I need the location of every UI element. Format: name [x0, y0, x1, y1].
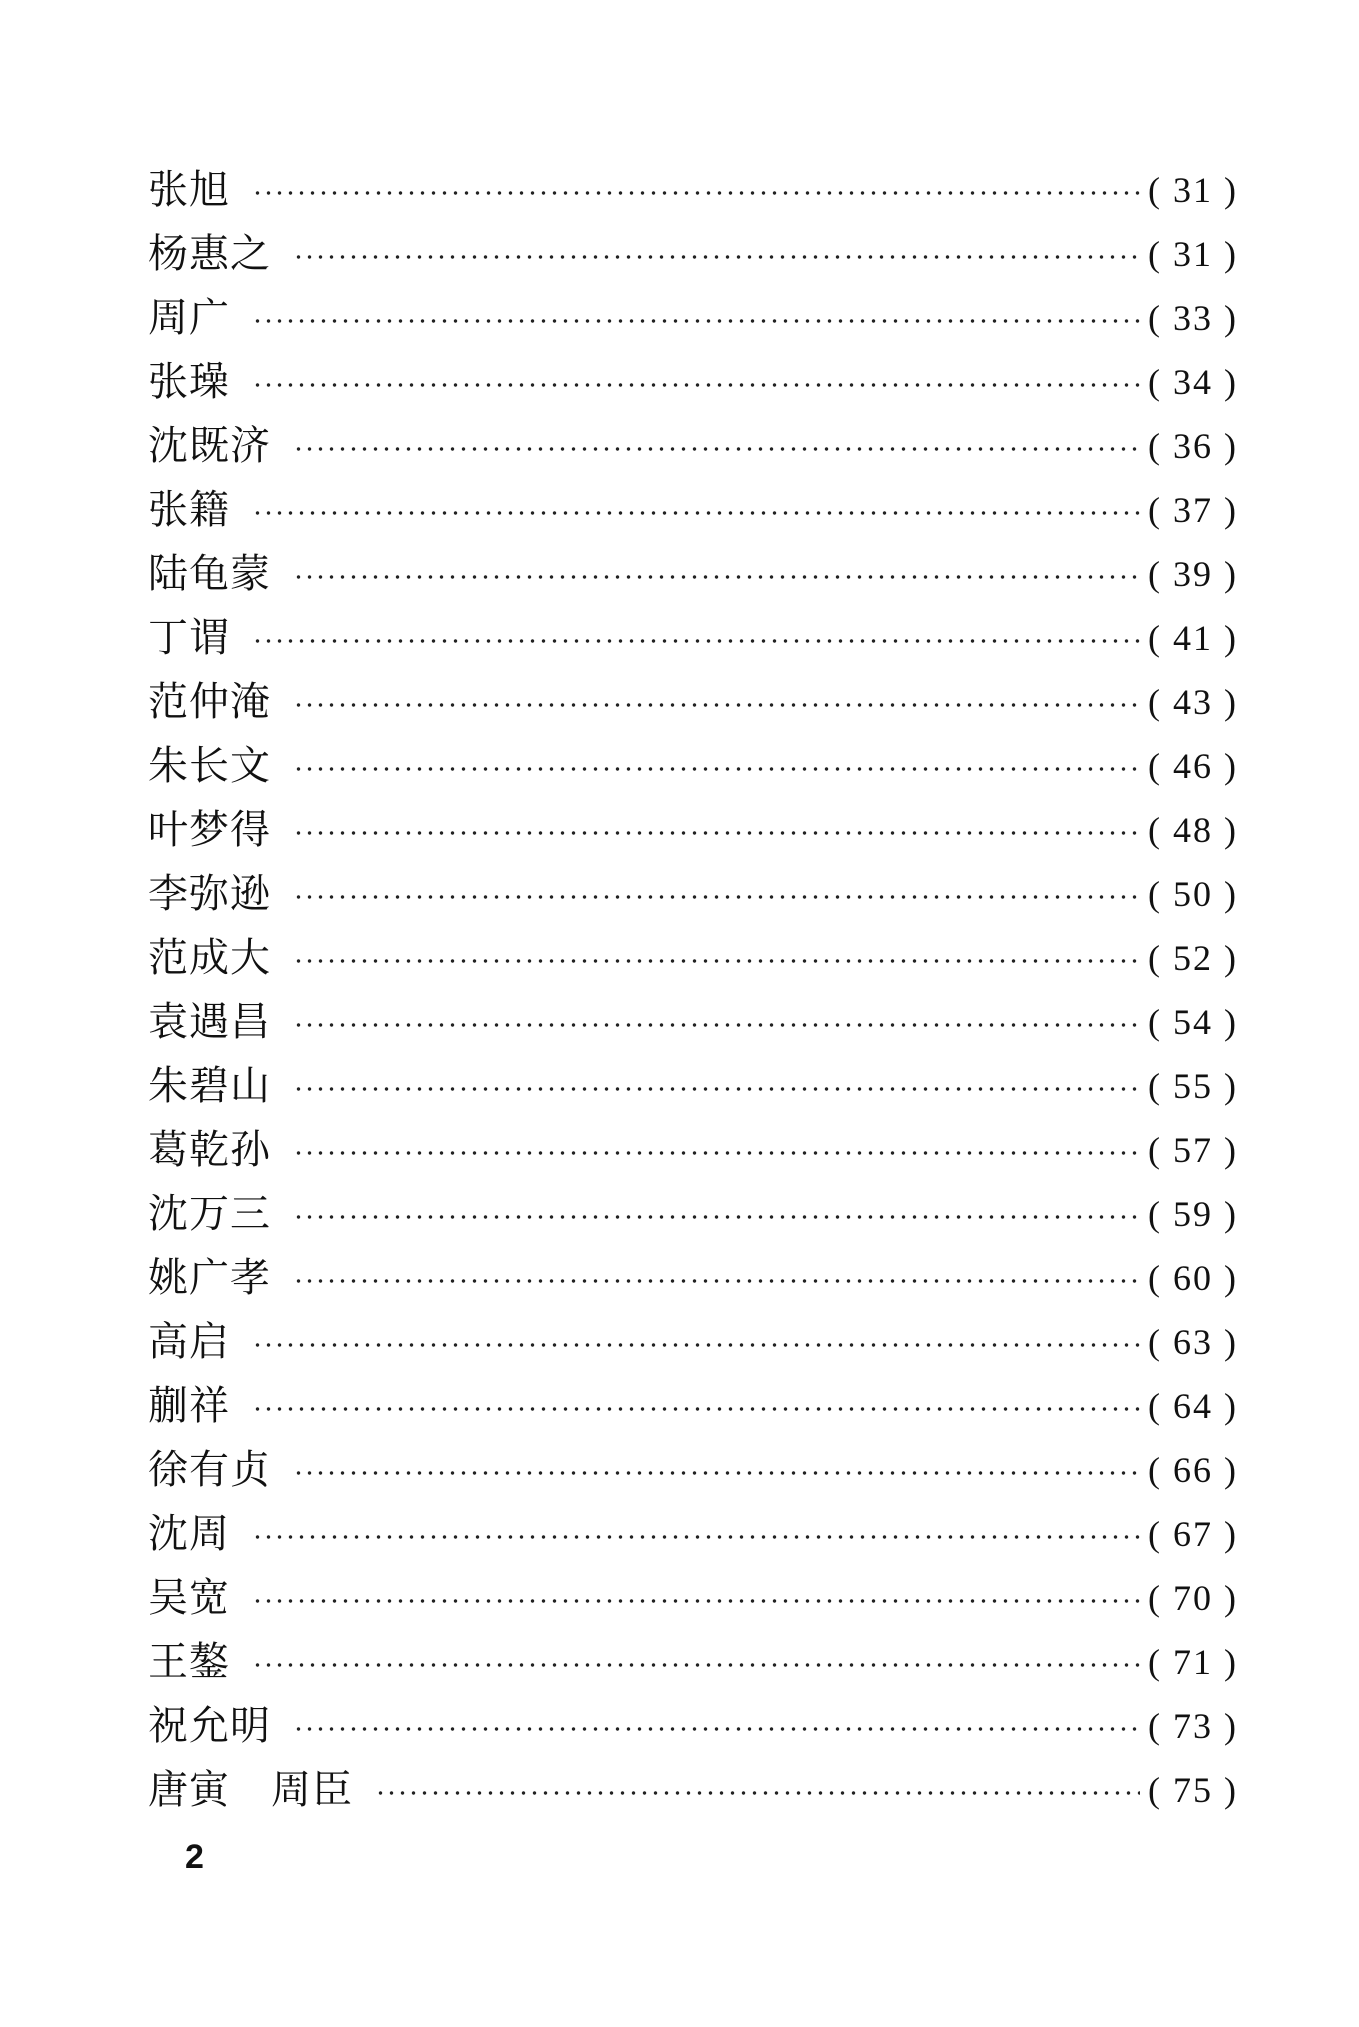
toc-entry — [148, 606, 1238, 670]
toc-entry-page: ( 64 ) — [1148, 1386, 1238, 1426]
toc-entry — [148, 1118, 1238, 1182]
toc-entry-name: 范成大 — [148, 935, 271, 981]
toc-entry-page: ( 67 ) — [1148, 1514, 1238, 1554]
toc-entry-page: ( 54 ) — [1148, 1002, 1238, 1042]
toc-entry-name: 张籍 — [148, 487, 230, 533]
dot-leader — [252, 383, 1140, 387]
toc-entry-name: 朱长文 — [148, 743, 271, 789]
toc-entry — [148, 286, 1238, 350]
toc-entry-page: ( 41 ) — [1148, 618, 1238, 658]
dot-leader — [293, 1023, 1140, 1027]
dot-leader — [252, 1599, 1140, 1603]
toc-entry — [148, 1758, 1238, 1822]
toc-entry-name: 高启 — [148, 1319, 230, 1365]
dot-leader — [293, 767, 1140, 771]
toc-entry-name: 蒯祥 — [148, 1383, 230, 1429]
toc-entry-page: ( 71 ) — [1148, 1642, 1238, 1682]
dot-leader — [293, 703, 1140, 707]
dot-leader — [252, 511, 1140, 515]
toc-entry — [148, 1310, 1238, 1374]
toc-entry-name: 姚广孝 — [148, 1255, 271, 1301]
dot-leader — [252, 1343, 1140, 1347]
toc-entry-page: ( 70 ) — [1148, 1578, 1238, 1618]
toc-entry — [148, 542, 1238, 606]
dot-leader — [293, 1471, 1140, 1475]
dot-leader — [252, 191, 1140, 195]
toc-entry-page: ( 59 ) — [1148, 1194, 1238, 1234]
toc-entry-page: ( 43 ) — [1148, 682, 1238, 722]
toc-entry-page: ( 37 ) — [1148, 490, 1238, 530]
dot-leader — [293, 447, 1140, 451]
toc-entry-name: 杨惠之 — [148, 231, 271, 277]
toc-entry — [148, 158, 1238, 222]
dot-leader — [293, 1279, 1140, 1283]
dot-leader — [375, 1791, 1140, 1795]
toc-entry-page: ( 73 ) — [1148, 1706, 1238, 1746]
toc-entry-name: 沈周 — [148, 1511, 230, 1557]
toc-entry — [148, 1182, 1238, 1246]
toc-entry-name: 叶梦得 — [148, 807, 271, 853]
toc-entry — [148, 1694, 1238, 1758]
toc-entry — [148, 1566, 1238, 1630]
toc-entry — [148, 990, 1238, 1054]
toc-entry-name: 祝允明 — [148, 1703, 271, 1749]
dot-leader — [293, 575, 1140, 579]
toc-entry — [148, 926, 1238, 990]
toc-entry-page: ( 75 ) — [1148, 1770, 1238, 1810]
toc-entry-page: ( 34 ) — [1148, 362, 1238, 402]
toc-entry-name: 周广 — [148, 295, 230, 341]
toc-entry-page: ( 55 ) — [1148, 1066, 1238, 1106]
toc-entry-name: 丁谓 — [148, 615, 230, 661]
toc-entry-name: 唐寅 周臣 — [148, 1767, 353, 1813]
toc-entry — [148, 1438, 1238, 1502]
toc-entry-name: 张璪 — [148, 359, 230, 405]
dot-leader — [293, 1151, 1140, 1155]
toc-entry-name: 李弥逊 — [148, 871, 271, 917]
dot-leader — [252, 1535, 1140, 1539]
toc-entry-page: ( 31 ) — [1148, 170, 1238, 210]
toc-entry-name: 朱碧山 — [148, 1063, 271, 1109]
toc-entry — [148, 222, 1238, 286]
toc-entry-name: 袁遇昌 — [148, 999, 271, 1045]
toc-entry — [148, 734, 1238, 798]
toc-entry — [148, 350, 1238, 414]
dot-leader — [252, 1663, 1140, 1667]
toc-entry — [148, 1630, 1238, 1694]
toc-entry — [148, 1502, 1238, 1566]
toc-entry — [148, 1246, 1238, 1310]
toc-entry-page: ( 33 ) — [1148, 298, 1238, 338]
toc-entry-page: ( 36 ) — [1148, 426, 1238, 466]
dot-leader — [293, 1727, 1140, 1731]
toc-entry — [148, 798, 1238, 862]
toc-entry-name: 张旭 — [148, 167, 230, 213]
dot-leader — [293, 1215, 1140, 1219]
toc-entry — [148, 1374, 1238, 1438]
toc-entry-name: 沈既济 — [148, 423, 271, 469]
dot-leader — [293, 959, 1140, 963]
toc-entry-page: ( 39 ) — [1148, 554, 1238, 594]
toc-entry-name: 葛乾孙 — [148, 1127, 271, 1173]
toc-entry-page: ( 60 ) — [1148, 1258, 1238, 1298]
dot-leader — [252, 1407, 1140, 1411]
toc-entry-page: ( 48 ) — [1148, 810, 1238, 850]
table-of-contents — [148, 158, 1238, 1822]
toc-entry — [148, 1054, 1238, 1118]
toc-entry-name: 吴宽 — [148, 1575, 230, 1621]
toc-entry-page: ( 52 ) — [1148, 938, 1238, 978]
dot-leader — [293, 255, 1140, 259]
toc-entry-name: 王鏊 — [148, 1639, 230, 1685]
toc-entry-page: ( 66 ) — [1148, 1450, 1238, 1490]
toc-entry-page: ( 50 ) — [1148, 874, 1238, 914]
dot-leader — [293, 895, 1140, 899]
toc-entry — [148, 862, 1238, 926]
toc-entry — [148, 670, 1238, 734]
dot-leader — [293, 1087, 1140, 1091]
toc-entry-name: 沈万三 — [148, 1191, 271, 1237]
toc-entry-page: ( 31 ) — [1148, 234, 1238, 274]
dot-leader — [252, 639, 1140, 643]
dot-leader — [293, 831, 1140, 835]
toc-entry-page: ( 57 ) — [1148, 1130, 1238, 1170]
toc-entry-page: ( 46 ) — [1148, 746, 1238, 786]
toc-entry-name: 陆龟蒙 — [148, 551, 271, 597]
toc-entry-name: 徐有贞 — [148, 1447, 271, 1493]
page-number: 2 — [185, 1838, 204, 1876]
dot-leader — [252, 319, 1140, 323]
toc-entry — [148, 478, 1238, 542]
toc-entry-name: 范仲淹 — [148, 679, 271, 725]
toc-entry — [148, 414, 1238, 478]
toc-entry-page: ( 63 ) — [1148, 1322, 1238, 1362]
